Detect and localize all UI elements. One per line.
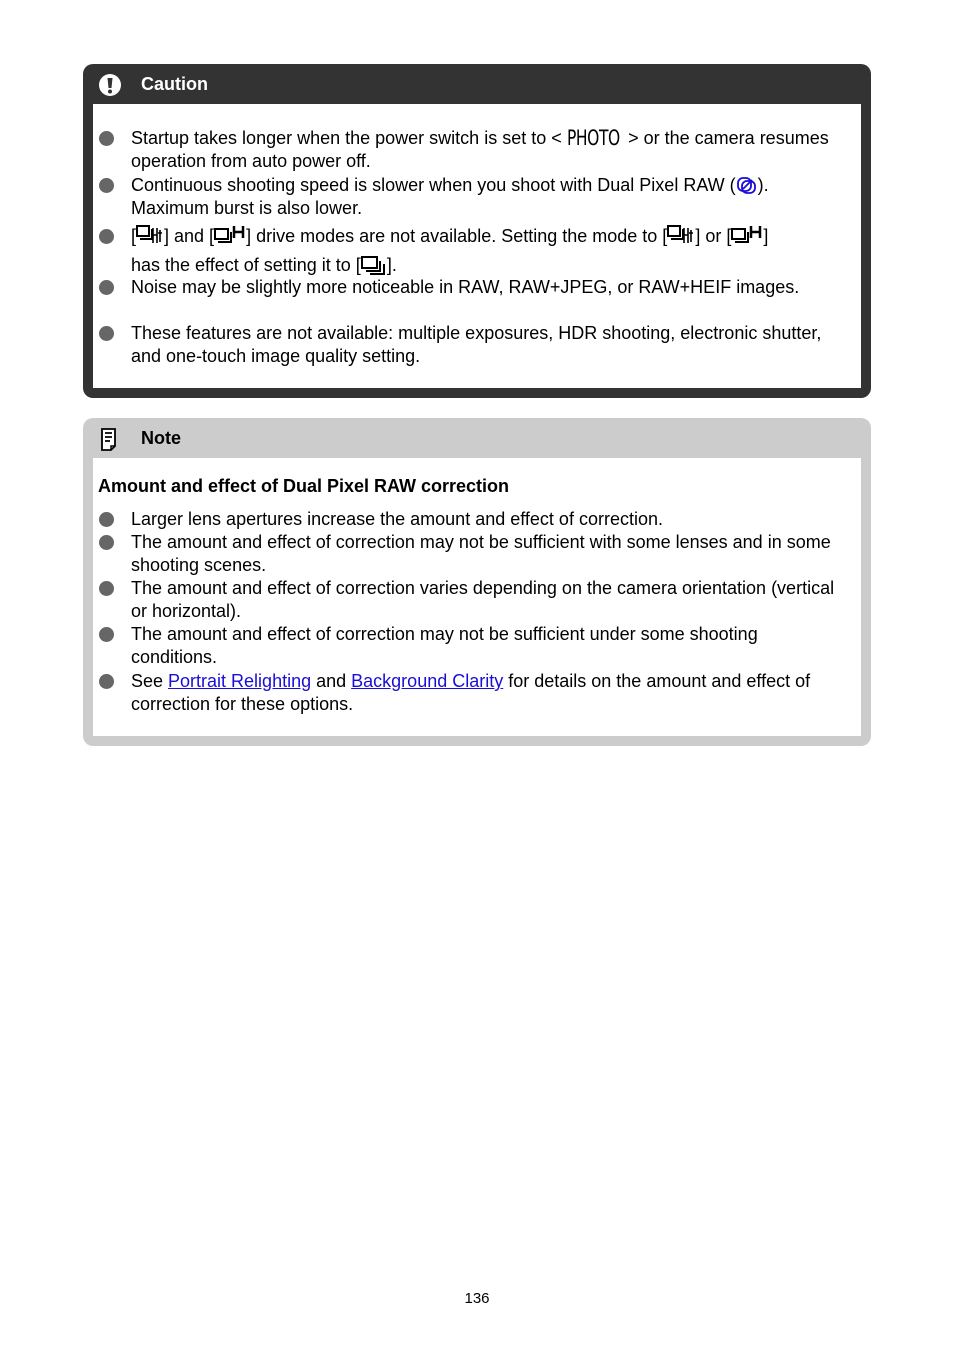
caution-item-text: Startup takes longer when the power switch is set to < <box>131 128 567 148</box>
note-header <box>83 418 871 458</box>
continuous-shooting-icon <box>361 253 387 275</box>
caution-item-text: ). <box>757 175 769 195</box>
caution-item-text: ] or [ <box>695 226 732 246</box>
caution-item-noise: Noise may be slightly more noticeable in RAW, RAW+JPEG, or RAW+HEIF images. <box>131 277 800 297</box>
bullet-icon <box>99 178 114 193</box>
caution-item-text: > or the camera resumes operation from auto power off. <box>131 128 829 171</box>
caution-item-drive-modes <box>131 222 841 280</box>
note-item: Larger lens apertures increase the amount and effect of correction. <box>131 509 663 529</box>
caution-item-text: ] <box>763 226 769 246</box>
note-item-text: See <box>131 671 169 691</box>
background-clarity-link[interactable]: Background Clarity <box>351 671 504 691</box>
caution-item-text: ] and [ <box>164 226 215 246</box>
continuous-shooting-low-silent-icon <box>667 224 695 246</box>
caution-item-text: Continuous shooting speed is slower when you shoot with Dual Pixel RAW ( <box>131 175 736 195</box>
bullet-icon <box>99 280 114 295</box>
caution-item-unavailable-features: These features are not available: multiple exposures, HDR shooting, electronic shutter, and one-touch image quality setting. <box>131 323 822 366</box>
note-item: The amount and effect of correction may not be sufficient with some lenses and in some shooting scenes. <box>131 532 831 575</box>
caution-header <box>83 64 871 104</box>
continuous-shooting-high-icon <box>731 224 763 246</box>
bullet-icon <box>99 674 114 689</box>
continuous-shooting-high-icon <box>214 224 246 246</box>
bullet-icon <box>99 326 114 341</box>
note-body <box>93 458 861 736</box>
caution-item-startup <box>131 127 841 173</box>
note-subheading: Amount and effect of Dual Pixel RAW correction <box>98 476 510 496</box>
note-item-text: for details on the amount and effect of correction for these options. <box>131 671 811 714</box>
note-item: The amount and effect of correction varies depending on the camera orientation (vertical or horizontal). <box>131 578 835 621</box>
dual-pixel-raw-icon <box>736 175 758 195</box>
note-title: Note <box>141 428 181 448</box>
note-item-see-also <box>131 670 841 716</box>
bullet-icon <box>99 512 114 527</box>
continuous-shooting-low-silent-icon <box>136 224 164 246</box>
caution-exclamation-icon <box>98 73 122 97</box>
bullet-icon <box>99 627 114 642</box>
caution-box <box>83 64 871 398</box>
caution-item-continuous <box>131 174 841 220</box>
caution-item-text: ] drive modes are not available. Setting the mode to [ <box>246 226 668 246</box>
caution-item-text: ]. <box>386 255 397 275</box>
caution-title: Caution <box>141 74 208 94</box>
note-item: The amount and effect of correction may not be sufficient under some shooting conditions. <box>131 624 758 667</box>
note-item-text: and <box>311 671 352 691</box>
note-memo-icon <box>98 427 122 451</box>
bullet-icon <box>99 131 114 146</box>
bullet-icon <box>99 535 114 550</box>
bullet-icon <box>99 581 114 596</box>
caution-item-text: [ <box>131 226 137 246</box>
portrait-relighting-link[interactable]: Portrait Relighting <box>168 671 312 691</box>
caution-item-text: Maximum burst is also lower. <box>131 198 363 218</box>
page-number: 136 <box>464 1290 490 1307</box>
photo-mode-icon: PHOTO <box>566 126 620 150</box>
note-box <box>83 418 871 746</box>
caution-body <box>93 104 861 388</box>
caution-item-text: has the effect of setting it to [ <box>131 255 361 275</box>
bullet-icon <box>99 229 114 244</box>
